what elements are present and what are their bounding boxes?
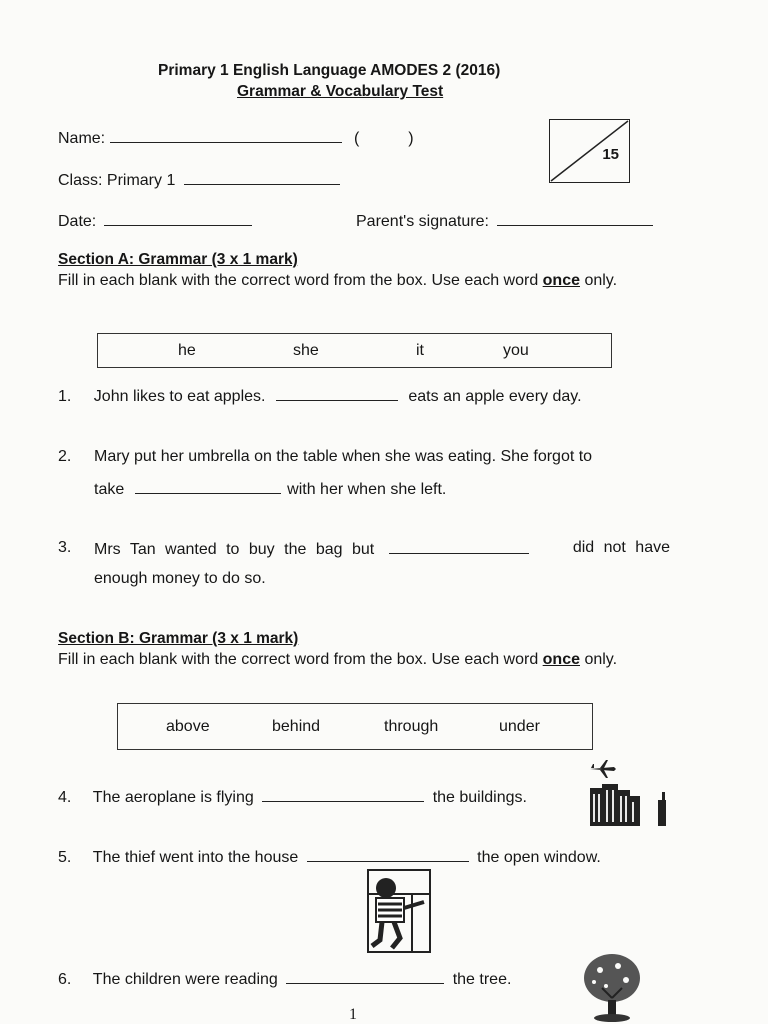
question-text: The thief went into the house [92,849,299,866]
section-b-heading: Section B: Grammar (3 x 1 mark) [58,630,299,647]
date-blank[interactable] [104,211,252,226]
answer-blank[interactable] [286,969,444,984]
score-total: 15 [602,146,619,163]
class-field [58,170,340,190]
answer-blank[interactable] [276,386,398,401]
instruction-emphasis: once [542,651,580,668]
question-text: Mrs Tan wanted to buy the bag but [94,541,375,558]
signature-blank[interactable] [497,211,653,226]
instruction-text-end: only. [580,651,618,668]
question-text-end: did not have [572,539,670,556]
tree-illustration [580,952,644,1022]
name-field [58,128,414,148]
question-text-end: with her when she left. [287,481,447,498]
question-text: The children were reading [92,971,278,988]
date-label: Date: [58,213,97,230]
section-a-instruction [58,270,670,292]
answer-blank[interactable] [135,479,281,494]
question-text-end: the tree. [452,971,512,988]
name-blank[interactable] [110,128,342,143]
question-number: 1. [58,388,72,405]
page-number: 1 [349,1006,357,1023]
signature-field [356,211,653,231]
answer-blank[interactable] [389,539,529,554]
word-behind: behind [272,717,321,735]
question-6 [58,969,511,989]
section-b-instruction [58,649,670,671]
date-field [58,211,252,231]
instruction-text: Fill in each blank with the correct word from the box. Use each word [58,651,543,668]
question-text: take [94,481,125,498]
buildings-illustration [586,780,668,828]
aeroplane-illustration [588,758,618,780]
question-4 [58,787,527,807]
word-box-b [117,703,593,750]
question-text-end: the open window. [477,849,601,866]
class-label: Class: Primary 1 [58,172,176,189]
thief-illustration [362,866,440,958]
word-you: you [503,341,529,359]
instruction-emphasis: once [542,272,580,289]
word-she: she [293,341,319,359]
word-above: above [166,717,210,735]
question-text-end: eats an apple every day. [408,388,582,405]
page-subtitle: Grammar & Vocabulary Test [237,83,444,100]
question-number: 6. [58,971,72,988]
signature-label: Parent's signature: [356,213,489,230]
instruction-text-end: only. [580,272,618,289]
instruction-text: Fill in each blank with the correct word from the box. Use each word [58,272,543,289]
question-2-line1: Mary put her umbrella on the table when she was eating. She forgot to [94,448,593,465]
question-3-number: 3. [58,539,72,556]
section-a-heading: Section A: Grammar (3 x 1 mark) [58,251,298,268]
question-3-line2: enough money to do so. [94,570,266,587]
question-text-end: the buildings. [432,789,527,806]
name-label: Name: [58,130,106,147]
answer-blank[interactable] [307,847,469,862]
question-3-line1 [94,539,670,559]
page-title: Primary 1 English Language AMODES 2 (2016) [158,62,501,79]
score-box [549,119,630,183]
question-1 [58,386,582,406]
word-it: it [416,341,424,359]
word-box-a [97,333,612,368]
question-2-line2 [94,479,446,499]
register-number-close: ) [408,130,414,147]
question-text: John likes to eat apples. [93,388,266,405]
register-number-open: ( [354,130,360,147]
answer-blank[interactable] [262,787,424,802]
word-he: he [178,341,196,359]
question-number: 5. [58,849,72,866]
question-2-number: 2. [58,448,72,465]
question-5 [58,847,601,867]
question-text: The aeroplane is flying [92,789,254,806]
word-through: through [384,717,439,735]
question-number: 4. [58,789,72,806]
word-under: under [499,717,540,735]
class-blank[interactable] [184,170,340,185]
